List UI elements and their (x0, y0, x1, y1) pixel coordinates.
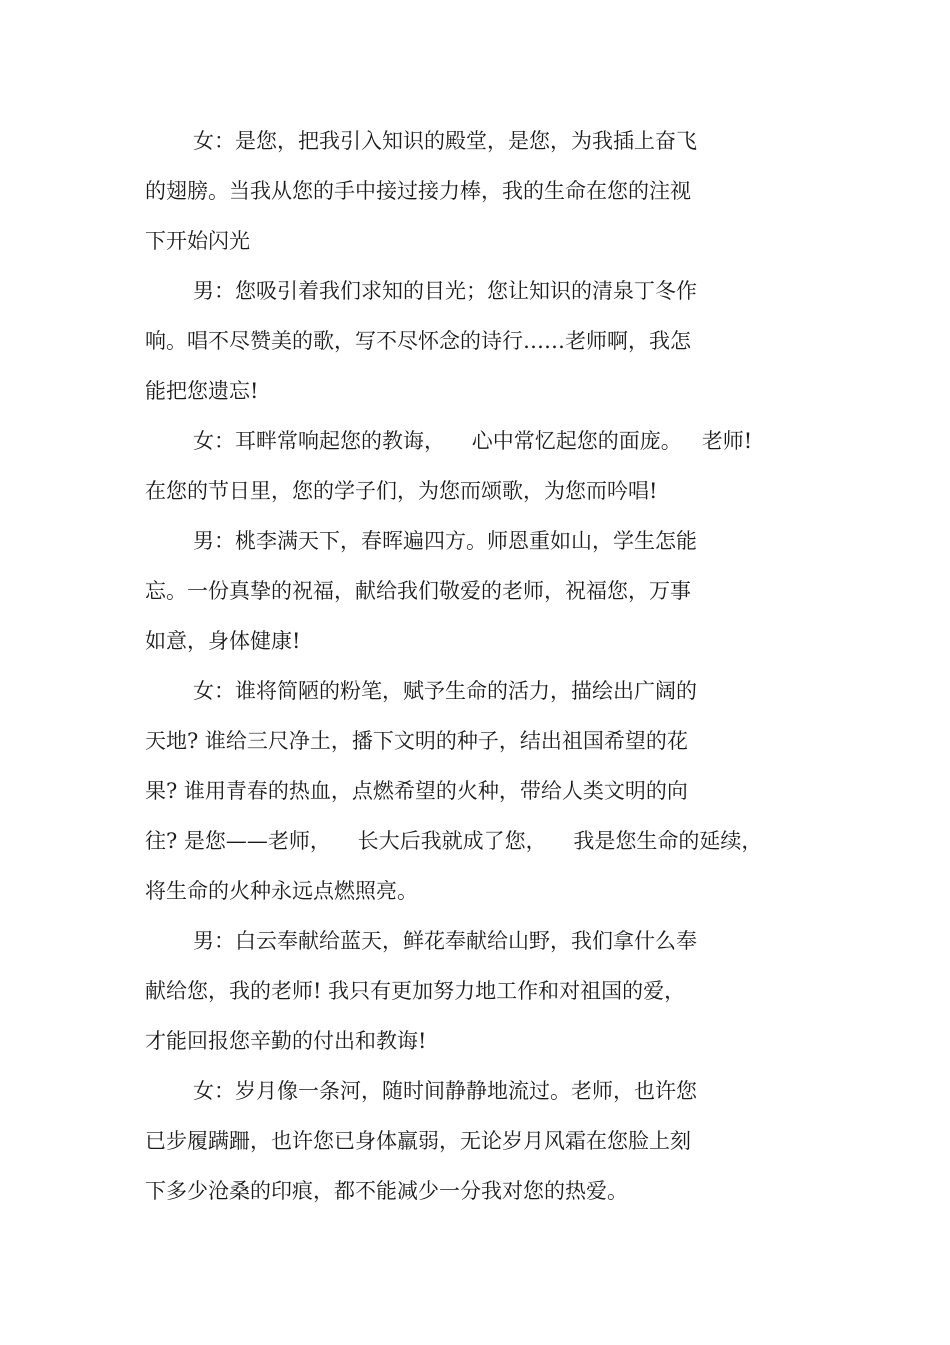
text-line: 才能回报您辛勤的付出和教诲! (145, 1029, 427, 1053)
text-line: 女：耳畔常响起您的教诲， 心中常忆起您的面庞。 老师! (193, 429, 753, 453)
text-line: 献给您，我的老师! 我只有更加努力地工作和对祖国的爱， (145, 979, 686, 1003)
text-line: 女：谁将简陋的粉笔，赋予生命的活力，描绘出广阔的 (193, 679, 697, 703)
text-line: 下多少沧桑的印痕，都不能减少一分我对您的热爱。 (145, 1179, 628, 1203)
text-line: 响。唱不尽赞美的歌，写不尽怀念的诗行……老师啊，我怎 (145, 329, 691, 353)
text-line: 能把您遗忘! (145, 379, 259, 403)
text-line: 将生命的火种永远点燃照亮。 (145, 879, 418, 903)
text-line: 的翅膀。当我从您的手中接过接力棒，我的生命在您的注视 (145, 179, 691, 203)
text-line: 男：您吸引着我们求知的目光；您让知识的清泉丁冬作 (193, 279, 697, 303)
text-line: 下开始闪光 (145, 229, 250, 253)
text-line: 男：白云奉献给蓝天，鲜花奉献给山野，我们拿什么奉 (193, 929, 697, 953)
text-line: 往? 是您——老师， 长大后我就成了您， 我是您生命的延续， (145, 829, 763, 853)
text-line: 天地? 谁给三尺净土，播下文明的种子，结出祖国希望的花 (145, 729, 688, 753)
text-line: 在您的节日里，您的学子们，为您而颂歌，为您而吟唱! (145, 479, 658, 503)
text-line: 女：岁月像一条河，随时间静静地流过。老师，也许您 (193, 1079, 697, 1103)
text-line: 忘。一份真挚的祝福，献给我们敬爱的老师，祝福您，万事 (145, 579, 691, 603)
text-line: 女：是您，把我引入知识的殿堂，是您，为我插上奋飞 (193, 129, 697, 153)
text-line: 男：桃李满天下，春晖遍四方。师恩重如山，学生怎能 (193, 529, 697, 553)
text-line: 如意，身体健康! (145, 629, 301, 653)
text-line: 已步履蹒跚，也许您已身体羸弱，无论岁月风霜在您脸上刻 (145, 1129, 691, 1153)
text-line: 果? 谁用青春的热血，点燃希望的火种，带给人类文明的向 (145, 779, 688, 803)
